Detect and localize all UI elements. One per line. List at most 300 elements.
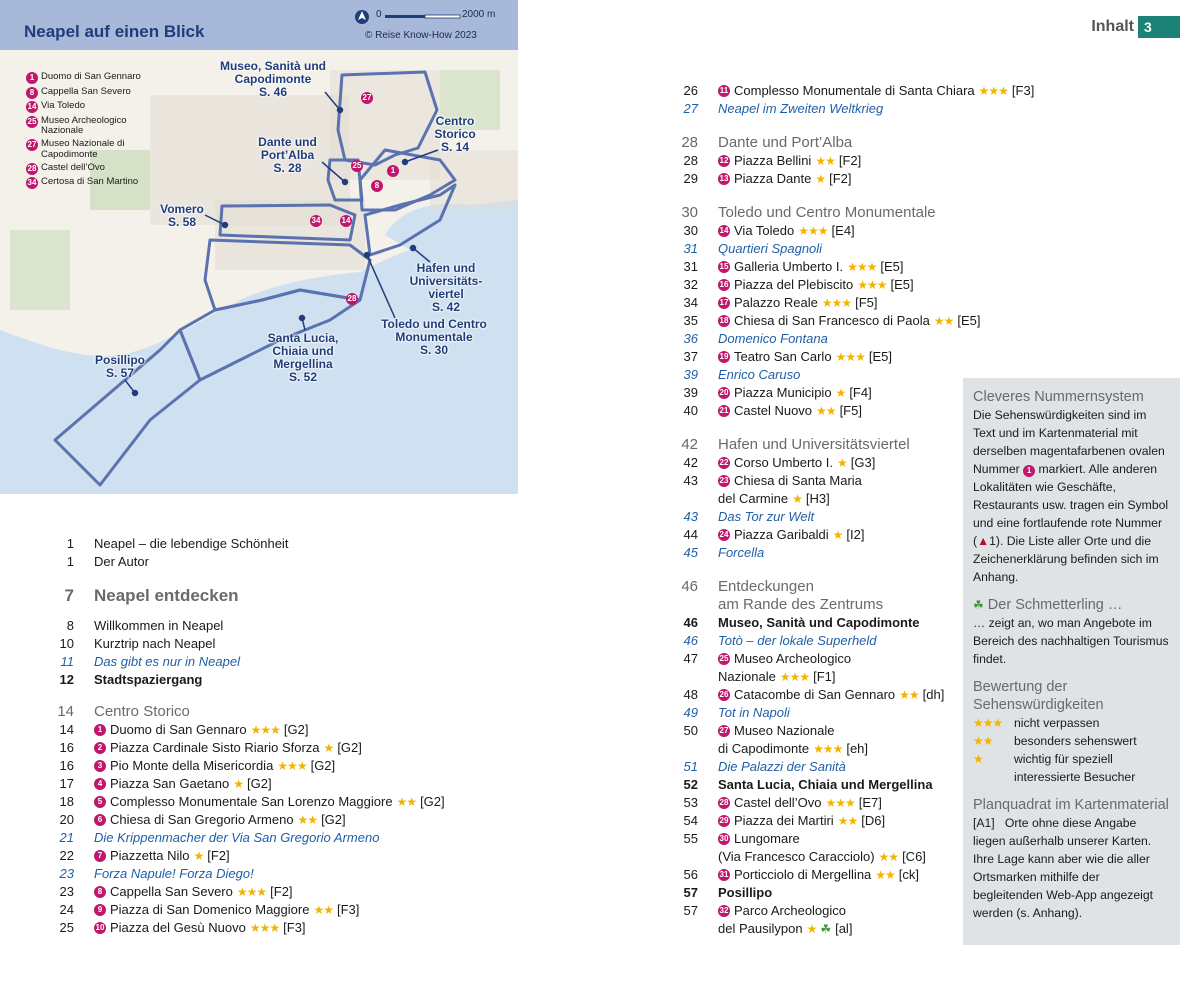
star-rating-icon: ★ <box>233 777 244 791</box>
toc-page-number: 27 <box>683 101 698 116</box>
poi-badge: 17 <box>719 298 729 307</box>
star-icon: ★★★ <box>973 716 1003 730</box>
toc-title <box>718 794 882 812</box>
rating-row: ★★ besonders sehenswert <box>973 734 1137 748</box>
toc-title <box>718 508 814 526</box>
toc-text: Catacombe di San Gennaro <box>734 687 896 702</box>
toc-text: (Via Francesco Caracciolo) <box>718 849 875 864</box>
toc-title <box>718 596 883 614</box>
toc-text: Das gibt es nur in Neapel <box>94 654 240 669</box>
toc-page-number: 42 <box>683 455 698 470</box>
toc-text: Forcella <box>718 545 765 560</box>
toc-text: Lungomare <box>734 831 800 846</box>
toc-text: Tot in Napoli <box>718 705 790 720</box>
toc-title <box>718 650 851 668</box>
grid-reference: [F2] <box>838 153 862 168</box>
grid-reference: [G2] <box>310 758 336 773</box>
grid-reference: [G2] <box>337 740 362 755</box>
toc-page-number: 14 <box>59 722 74 737</box>
poi-badge: 7 <box>94 850 106 862</box>
toc-text: Piazza Garibaldi <box>734 527 829 542</box>
poi-badge: 25 <box>27 116 37 126</box>
star-rating-icon: ★★★ <box>798 224 828 238</box>
poi-badge: 2 <box>94 742 106 754</box>
poi-badge: 24 <box>719 530 729 539</box>
toc-text: Quartieri Spagnoli <box>718 241 823 256</box>
poi-badge: 1 <box>26 72 38 84</box>
grid-reference: [I2] <box>846 527 865 542</box>
toc-page-number: 30 <box>681 204 698 221</box>
butterfly-icon: ☘ <box>973 598 984 612</box>
toc-title <box>718 100 883 118</box>
district-label-centro-storico: Centro Storico S. 14 <box>434 114 476 154</box>
legend-label: Castel dell’Ovo <box>41 161 105 173</box>
grid-reference: [E5] <box>890 277 914 292</box>
grid-reference: [E5] <box>880 259 904 274</box>
legend-label: Duomo di San Gennaro <box>41 71 141 82</box>
poi-badge: 31 <box>719 870 729 879</box>
toc-page-number: 56 <box>683 867 698 882</box>
toc-title <box>94 671 202 689</box>
grid-info <box>973 796 1170 922</box>
poi-badge: 18 <box>719 316 729 325</box>
toc-page-number: 54 <box>683 813 698 828</box>
toc-title <box>718 884 772 902</box>
star-rating-icon: ★ <box>193 849 204 863</box>
star-rating-icon: ★★★ <box>249 921 280 935</box>
toc-page-number: 17 <box>59 776 74 791</box>
grid-reference: [F5] <box>855 295 878 310</box>
toc-page-number: 14 <box>57 703 74 720</box>
toc-page-number: 32 <box>683 277 698 292</box>
grid-reference: [E7] <box>858 795 882 810</box>
toc-text: Museo Archeologico <box>734 651 852 666</box>
toc-text: Piazza Cardinale Sisto Riario Sforza <box>110 740 320 755</box>
toc-left-column <box>52 535 472 955</box>
toc-page-number: 24 <box>59 902 74 917</box>
star-rating-icon: ★★ <box>815 154 835 168</box>
grid-reference: [G2] <box>321 812 346 827</box>
grid-reference: [F5] <box>839 403 862 418</box>
toc-text: del Pausilypon <box>718 921 803 936</box>
poi-badge: 30 <box>719 834 729 843</box>
grid-reference: [C6] <box>902 849 926 864</box>
toc-title <box>718 632 877 650</box>
star-rating-icon: ★★ <box>878 850 899 864</box>
legend-label: Via Toledo <box>41 100 86 111</box>
toc-page-number: 12 <box>59 672 74 687</box>
star-rating-icon: ★ <box>792 492 802 506</box>
toc-text: Domenico Fontana <box>718 331 828 346</box>
star-rating-icon: ★★★ <box>825 796 855 810</box>
star-rating-icon: ★ <box>815 172 826 186</box>
grid-reference: [al] <box>835 921 853 936</box>
toc-title <box>94 553 149 571</box>
poi-badge: 9 <box>94 904 106 916</box>
grid-reference: [F2] <box>207 848 230 863</box>
toc-title <box>718 312 980 330</box>
star-rating-icon: ★★★ <box>250 723 280 737</box>
toc-page-number: 57 <box>683 885 698 900</box>
toc-page-number: 51 <box>683 759 698 774</box>
numbering-title: Cleveres Nummernsystem <box>973 389 1144 405</box>
toc-page-number: 16 <box>59 740 74 755</box>
toc-text: Chiesa di San Gregorio Armeno <box>110 812 294 827</box>
toc-page-number: 23 <box>59 884 74 899</box>
star-rating-icon: ★★★ <box>277 759 307 773</box>
map-poi-badge: 14 <box>341 216 351 225</box>
butterfly-title: ☘ Der Schmetterling … <box>973 597 1123 613</box>
star-rating-icon: ★★ <box>396 795 417 809</box>
toc-text: Neapel im Zweiten Weltkrieg <box>718 101 884 116</box>
grid-reference: [F3] <box>283 920 306 935</box>
toc-title <box>94 721 308 739</box>
map-title: Neapel auf einen Blick <box>24 22 205 41</box>
toc-page-number: 52 <box>683 777 698 792</box>
toc-page-number: 39 <box>683 367 698 382</box>
poi-badge: 19 <box>719 352 729 361</box>
toc-title <box>718 830 800 848</box>
toc-title <box>718 436 910 454</box>
map-poi-badge: 1 <box>387 165 399 177</box>
toc-title <box>718 472 862 490</box>
toc-text: Hafen und Universitätsviertel <box>718 436 910 453</box>
toc-text: Parco Archeologico <box>734 903 847 918</box>
toc-title <box>718 578 814 596</box>
district-label-dante: Dante und Port’Alba S. 28 <box>258 135 317 175</box>
toc-text: am Rande des Zentrums <box>718 596 884 613</box>
poi-badge: 10 <box>95 923 105 932</box>
legend-label: Cappella San Severo <box>41 85 131 97</box>
toc-title <box>718 258 904 276</box>
toc-title <box>718 740 868 758</box>
legend-label: Certosa di San Martino <box>41 176 139 187</box>
toc-text: Neapel entdecken <box>94 586 239 605</box>
toc-page-number: 31 <box>683 259 698 274</box>
toc-text: Duomo di San Gennaro <box>110 722 247 737</box>
toc-title <box>718 490 830 508</box>
toc-text: Forza Napule! Forza Diego! <box>94 866 254 881</box>
toc-page-number: 36 <box>683 331 698 346</box>
toc-text: Chiesa di San Francesco di Paola <box>734 313 930 328</box>
toc-title <box>94 703 190 721</box>
star-icon: ★ <box>973 752 983 766</box>
poi-badge: 1 <box>1023 465 1035 477</box>
toc-text: Complesso Monumentale di Santa Chiara <box>734 83 975 98</box>
star-rating-icon: ★★★ <box>813 742 843 756</box>
toc-page-number: 23 <box>59 866 74 881</box>
toc-text: Piazza Dante <box>734 171 812 186</box>
toc-text: Piazza Municipio <box>734 385 832 400</box>
toc-page-number: 28 <box>681 134 698 151</box>
toc-text: Piazza del Plebiscito <box>734 277 854 292</box>
toc-page-number: 26 <box>683 83 698 98</box>
district-label-posillipo: Posillipo S. 57 <box>94 353 145 380</box>
grid-reference: [G2] <box>247 776 272 791</box>
toc-title <box>718 454 875 472</box>
toc-text: Palazzo Reale <box>734 295 818 310</box>
toc-title <box>94 883 293 901</box>
toc-page-number: 40 <box>683 403 698 418</box>
toc-title <box>94 901 359 919</box>
legend-item <box>26 163 141 175</box>
map-poi-badge: 25 <box>352 161 362 170</box>
toc-text: Stadtspaziergang <box>94 672 203 687</box>
toc-text: Enrico Caruso <box>718 367 801 382</box>
toc-page-number: 16 <box>59 758 74 773</box>
toc-text: Piazza Bellini <box>734 153 812 168</box>
grid-reference: [E5] <box>957 313 981 328</box>
toc-page-number: 1 <box>66 536 74 551</box>
toc-text: Complesso Monumentale San Lorenzo Maggiore <box>110 794 393 809</box>
toc-page-number: 42 <box>681 436 698 453</box>
toc-title <box>718 902 846 920</box>
toc-text: Centro Storico <box>94 703 190 720</box>
toc-right-column <box>676 82 1035 962</box>
toc-text: Santa Lucia, Chiaia und Mergellina <box>718 777 933 792</box>
star-rating-icon: ★★ <box>837 814 858 828</box>
toc-page-number: 55 <box>683 831 698 846</box>
toc-page-number: 34 <box>683 295 698 310</box>
poi-badge: 25 <box>719 654 729 663</box>
grid-reference: [F3] <box>336 902 360 917</box>
poi-badge: 4 <box>94 778 106 790</box>
map-legend <box>26 72 141 192</box>
copyright: © Reise Know-How 2023 <box>365 30 477 41</box>
toc-page-number: 43 <box>683 509 698 524</box>
poi-badge: 23 <box>719 476 729 485</box>
grid-text: [A1] Orte ohne diese Angabe liegen außerhalb unserer Karten. Ihre Lage kann aber wie die aller Ortsmarken mithilfe der begleitenden Web-App angezeigt werden (s. Anhang). <box>973 816 1154 920</box>
toc-title <box>718 866 919 884</box>
toc-text: Posillipo <box>718 885 773 900</box>
toc-title <box>718 152 861 170</box>
poi-badge: 21 <box>719 406 729 415</box>
butterfly-text: … zeigt an, wo man Angebote im Bereich des nachhaltigen Tourismus findet. <box>973 616 1169 666</box>
district-label-santa-lucia: Santa Lucia, Chiaia und Mergellina S. 52 <box>267 331 339 384</box>
poi-badge: 12 <box>719 156 729 165</box>
toc-title <box>718 204 936 222</box>
grid-reference: [G2] <box>420 794 445 809</box>
map-poi-badge: 27 <box>362 93 372 102</box>
toc-page-number: 46 <box>683 633 698 648</box>
toc-page-number: 49 <box>683 705 698 720</box>
poi-badge: 27 <box>719 726 729 735</box>
poi-badge: 1 <box>94 724 106 736</box>
scale-end-label: 2000 m <box>462 9 496 20</box>
star-icon: ★★ <box>973 734 993 748</box>
legend-label: Museo Nazionale di Capodimonte <box>41 138 125 160</box>
toc-text: del Carmine <box>718 491 789 506</box>
page-header-label: Inhalt <box>1091 18 1134 35</box>
toc-title <box>718 812 885 830</box>
poi-badge: 28 <box>719 798 729 807</box>
toc-page-number: 48 <box>683 687 698 702</box>
toc-text: di Capodimonte <box>718 741 810 756</box>
legend-item <box>26 72 141 84</box>
toc-title <box>94 587 239 605</box>
poi-badge: 13 <box>719 174 729 183</box>
toc-text: Piazza dei Martiri <box>734 813 834 828</box>
toc-title <box>718 276 914 294</box>
toc-title <box>718 776 933 794</box>
toc-text: Piazza di San Domenico Maggiore <box>110 902 310 917</box>
toc-page-number: 45 <box>683 545 698 560</box>
toc-page-number: 46 <box>681 578 698 595</box>
legend-label: Museo Archeologico Nazionale <box>41 114 127 136</box>
toc-text: Die Palazzi der Sanità <box>718 759 846 774</box>
toc-text: Piazza del Gesù Nuovo <box>110 920 246 935</box>
toc-page-number: 46 <box>683 615 698 630</box>
poi-badge: 11 <box>719 86 729 95</box>
legend-item <box>26 116 136 137</box>
grid-reference: [H3] <box>805 491 830 506</box>
toc-page-number: 30 <box>683 223 698 238</box>
star-rating-icon: ★★★ <box>835 350 865 364</box>
star-rating-icon: ★★★ <box>821 296 852 310</box>
poi-badge: 26 <box>719 690 729 699</box>
toc-title <box>94 757 335 775</box>
poi-badge: 8 <box>26 87 38 99</box>
toc-page-number: 8 <box>66 618 74 633</box>
poi-badge: 28 <box>27 163 37 173</box>
rating-info <box>973 678 1170 786</box>
toc-title <box>718 686 944 704</box>
star-rating-icon: ★★★ <box>978 84 1008 98</box>
toc-text: Nazionale <box>718 669 776 684</box>
grid-reference: [F2] <box>829 171 852 186</box>
grid-reference: [F1] <box>813 669 836 684</box>
poi-badge: 14 <box>719 226 729 235</box>
toc-title <box>718 222 855 240</box>
numbering-info <box>973 388 1170 586</box>
toc-text: Dante und Port’Alba <box>718 134 853 151</box>
star-rating-icon: ★★ <box>313 903 333 917</box>
toc-title <box>718 526 865 544</box>
toc-text: Castel Nuovo <box>734 403 813 418</box>
toc-title <box>94 653 240 671</box>
toc-text: Das Tor zur Welt <box>718 509 815 524</box>
toc-title <box>94 829 379 847</box>
toc-text: Galleria Umberto I. <box>734 259 844 274</box>
rating-row: ★ wichtig für speziell interessierte Besucher <box>973 752 1136 784</box>
toc-text: Entdeckungen <box>718 578 814 595</box>
grid-title: Planquadrat im Kartenmaterial <box>973 797 1169 813</box>
district-label-museo: Museo, Sanità und Capodimonte S. 46 <box>219 59 326 99</box>
legend-item <box>26 139 136 160</box>
toc-title <box>718 170 852 188</box>
grid-reference: [eh] <box>846 741 869 756</box>
toc-text: Piazza San Gaetano <box>110 776 230 791</box>
toc-title <box>94 793 445 811</box>
poi-badge: 34 <box>27 178 37 187</box>
grid-reference: [G2] <box>283 722 309 737</box>
toc-text: Chiesa di Santa Maria <box>734 473 862 488</box>
toc-title <box>718 240 822 258</box>
toc-page-number: 43 <box>683 473 698 488</box>
info-sidebar <box>963 378 1180 945</box>
star-rating-icon: ★★★ <box>779 670 810 684</box>
toc-page-number: 57 <box>683 903 698 918</box>
toc-text: Willkommen in Neapel <box>94 618 224 633</box>
toc-text: Museo, Sanità und Capodimonte <box>718 615 920 630</box>
star-rating-icon: ★★ <box>899 688 919 702</box>
toc-text: Neapel – die lebendige Schönheit <box>94 536 289 551</box>
toc-page-number: 31 <box>683 241 698 256</box>
butterfly-icon: ☘ <box>820 922 832 936</box>
toc-page-number: 53 <box>683 795 698 810</box>
toc-title <box>718 134 852 152</box>
poi-badge: 32 <box>719 906 729 915</box>
star-rating-icon: ★★ <box>875 868 895 882</box>
toc-title <box>718 920 852 938</box>
toc-title <box>718 704 790 722</box>
rating-title: Bewertung der Sehenswürdigkeiten <box>973 679 1104 713</box>
star-rating-icon: ★★★ <box>857 278 887 292</box>
page-number-tab: 3 <box>1138 16 1180 38</box>
toc-title <box>718 544 764 562</box>
toc-page-number: 28 <box>683 153 698 168</box>
toc-title <box>94 635 215 653</box>
toc-title <box>718 848 926 866</box>
poi-badge: 22 <box>719 458 729 467</box>
toc-text: Pio Monte della Misericordia <box>110 758 274 773</box>
poi-badge: 8 <box>94 886 106 898</box>
toc-text: Via Toledo <box>734 223 795 238</box>
star-rating-icon: ★★ <box>933 314 954 328</box>
toc-text: Cappella San Severo <box>110 884 233 899</box>
toc-text: Der Autor <box>94 554 149 569</box>
toc-page-number: 25 <box>59 920 74 935</box>
toc-title <box>718 82 1034 100</box>
grid-reference: [E4] <box>831 223 855 238</box>
toc-title <box>718 402 862 420</box>
toc-title <box>94 739 362 757</box>
grid-reference: [G3] <box>850 455 876 470</box>
numbering-text: Die Sehenswürdigkeiten sind im Text und im Kartenmaterial mit derselben magentafarbenen ovalen Nummer 1 markiert. Alle anderen Lokalitäten wie Geschäfte, Restaurants usw. tragen ein Symbol und eine fortlaufende rote Nummer (▲1). Die Liste aller Orte und die Zeichenerklärung befinden sich im Anhang. <box>973 408 1169 584</box>
toc-title <box>718 384 872 402</box>
toc-title <box>94 811 346 829</box>
toc-title <box>94 847 230 865</box>
poi-badge: 27 <box>27 140 37 149</box>
star-rating-icon: ★ <box>836 456 847 470</box>
toc-title <box>94 919 306 937</box>
overview-map <box>0 0 518 494</box>
grid-reference: [F2] <box>270 884 293 899</box>
toc-text: Porticciolo di Mergellina <box>734 867 872 882</box>
toc-text: Kurztrip nach Neapel <box>94 636 216 651</box>
shop-marker-icon: ▲ <box>977 534 990 548</box>
toc-title <box>718 758 846 776</box>
toc-page-number: 37 <box>683 349 698 364</box>
rating-row: ★★★ nicht verpassen <box>973 716 1100 730</box>
poi-badge: 6 <box>94 814 106 826</box>
toc-page-number: 44 <box>683 527 698 542</box>
toc-page-number: 39 <box>683 385 698 400</box>
toc-page-number: 47 <box>683 651 698 666</box>
toc-page-number: 35 <box>683 313 698 328</box>
toc-page-number: 21 <box>59 830 74 845</box>
grid-reference: [F4] <box>849 385 872 400</box>
toc-title <box>718 294 878 312</box>
toc-title <box>94 535 288 553</box>
poi-badge: 5 <box>94 796 106 808</box>
toc-page-number: 20 <box>59 812 74 827</box>
poi-badge: 16 <box>719 280 729 289</box>
toc-title <box>94 865 254 883</box>
toc-title <box>718 366 800 384</box>
toc-page-number: 22 <box>59 848 74 863</box>
grid-reference: [ck] <box>898 867 920 882</box>
